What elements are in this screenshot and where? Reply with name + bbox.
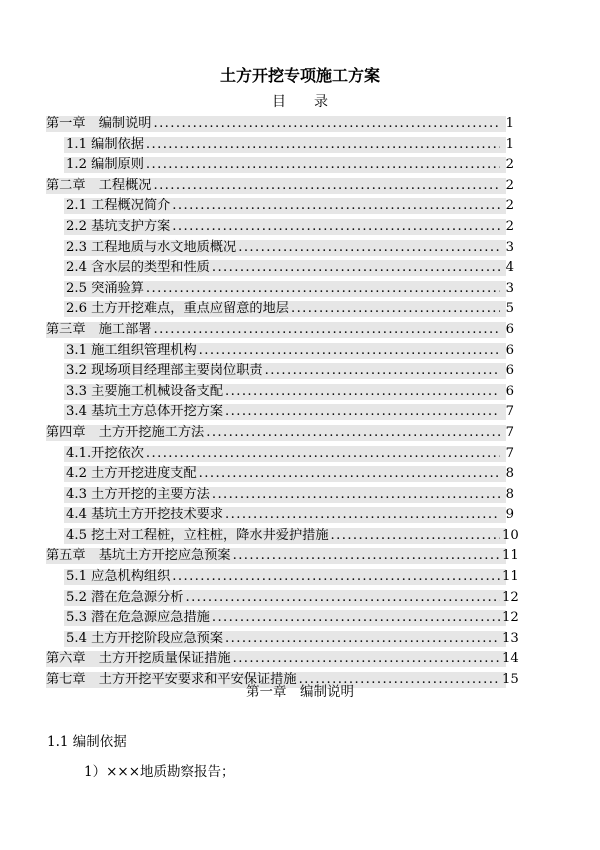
toc-dot-leader (146, 444, 500, 465)
toc-entry-page-number: 13 (502, 630, 519, 646)
toc-entry-content (46, 546, 519, 567)
toc-entry-page-number: 1 (505, 136, 514, 152)
toc-entry-content (46, 402, 514, 423)
toc-entry-label: 4.1.开挖依次 (66, 445, 144, 461)
toc-dot-leader (291, 299, 500, 320)
toc-entry-label: 2.1 工程概况简介 (66, 198, 171, 214)
toc-entry-label: 第一章 编制说明 (46, 116, 152, 131)
toc-entry-content (46, 238, 514, 259)
toc-entry-label: 4.3 土方开挖的主要方法 (66, 486, 210, 502)
toc-entry-label: 5.1 应急机构组织 (66, 569, 171, 585)
toc-entry-page-number: 2 (505, 198, 514, 214)
toc-entry-content (46, 444, 514, 465)
toc-dot-leader (265, 361, 500, 382)
toc-entry-page-number: 10 (502, 527, 519, 543)
toc-entry-content (46, 649, 519, 670)
toc-entry-content (46, 196, 514, 217)
toc-entry-label: 2.5 突涌验算 (66, 280, 144, 296)
toc-entry-page-number: 4 (505, 260, 514, 276)
toc-entry-content (46, 526, 519, 547)
toc-dot-leader (212, 485, 500, 506)
toc-dot-leader (212, 258, 500, 279)
toc-entry-label: 第三章 施工部署 (46, 321, 152, 337)
toc-entry-label: 3.4 基坑土方总体开挖方案 (66, 404, 224, 420)
toc-entry-content (46, 217, 514, 238)
toc-heading: 目录 (272, 94, 356, 110)
toc-entry-label: 第六章 土方开挖质量保证措施 (46, 651, 231, 667)
toc-entry-label: 4.4 基坑土方开挖技术要求 (66, 507, 224, 523)
toc-entry-label: 2.6 土方开挖难点，重点应留意的地层 (66, 301, 289, 317)
toc-entry[interactable] (46, 402, 514, 423)
toc-dot-leader (199, 341, 500, 362)
toc-entry-page-number: 8 (505, 466, 514, 482)
document-title: 土方开挖专项施工方案 (219, 66, 380, 85)
toc-entry-content (46, 629, 519, 650)
toc-entry-content (46, 505, 514, 526)
toc-entry-page-number: 6 (505, 342, 514, 358)
toc-entry[interactable] (46, 464, 514, 485)
toc-entry[interactable] (46, 341, 514, 362)
toc-entry-content (46, 341, 514, 362)
toc-entry-content (46, 114, 514, 135)
toc-entry[interactable] (46, 629, 519, 650)
toc-dot-leader (225, 629, 500, 650)
section-heading: 1.1 编制依据 (47, 734, 127, 750)
toc-entry-page-number: 11 (502, 569, 519, 585)
toc-entry-content (46, 299, 514, 320)
toc-entry-content (46, 279, 514, 300)
toc-entry-content (46, 320, 514, 341)
toc-entry-label: 3.3 主要施工机械设备支配 (66, 383, 224, 399)
toc-entry[interactable] (46, 361, 514, 382)
toc-dot-leader (238, 238, 500, 259)
toc-dot-leader (154, 176, 501, 197)
toc-entry[interactable] (46, 608, 519, 629)
toc-entry-page-number: 11 (502, 548, 519, 564)
toc-entry-page-number: 7 (505, 445, 514, 461)
toc-entry-label: 1.1 编制依据 (66, 136, 144, 152)
toc-entry-page-number: 7 (505, 404, 514, 420)
toc-entry[interactable] (46, 135, 514, 156)
toc-entry[interactable] (46, 588, 519, 609)
toc-dot-leader (225, 505, 500, 526)
toc-entry-label: 2.2 基坑支护方案 (66, 218, 171, 234)
toc-dot-leader (212, 608, 500, 629)
toc-entry-content (46, 155, 514, 176)
toc-dot-leader (299, 670, 500, 691)
toc-entry-page-number: 9 (505, 507, 514, 523)
toc-entry-content (46, 485, 514, 506)
toc-entry-label: 第五章 基坑土方开挖应急预案 (46, 548, 231, 564)
toc-entry[interactable] (46, 217, 514, 238)
toc-entry-page-number: 8 (505, 486, 514, 502)
toc-entry-label: 2.4 含水层的类型和性质 (66, 260, 210, 276)
toc-entry-page-number: 5 (505, 301, 514, 317)
toc-entry[interactable] (46, 299, 514, 320)
toc-entry[interactable] (46, 546, 519, 567)
toc-entry-page-number: 1 (505, 116, 514, 131)
toc-entry[interactable] (46, 382, 514, 403)
toc-entry-label: 1.2 编制原则 (66, 157, 144, 173)
toc-dot-leader (199, 464, 500, 485)
toc-entry-content (46, 176, 514, 197)
toc-entry-label: 第四章 土方开挖施工方法 (46, 424, 205, 440)
toc-entry-page-number: 3 (505, 280, 514, 296)
table-of-contents (46, 114, 519, 691)
toc-entry-page-number: 3 (505, 239, 514, 255)
toc-dot-leader (233, 546, 500, 567)
toc-entry[interactable] (46, 258, 514, 279)
toc-entry-page-number: 7 (505, 424, 514, 440)
toc-entry-content (46, 588, 519, 609)
body-text-line: 1）×××地质勘察报告； (84, 764, 235, 780)
toc-entry-content (46, 382, 514, 403)
toc-entry[interactable] (46, 320, 514, 341)
toc-entry-page-number: 12 (502, 589, 519, 605)
toc-entry[interactable] (46, 238, 514, 259)
toc-dot-leader (146, 155, 500, 176)
chapter-heading: 第一章 编制说明 (246, 684, 354, 700)
toc-entry-page-number: 14 (502, 651, 519, 667)
toc-entry-page-number: 2 (505, 157, 514, 173)
toc-entry[interactable] (46, 114, 514, 135)
toc-dot-leader (146, 279, 500, 300)
toc-entry[interactable] (46, 196, 514, 217)
toc-entry[interactable] (46, 670, 519, 691)
toc-entry-page-number: 6 (505, 363, 514, 379)
toc-entry-content (46, 608, 519, 629)
toc-dot-leader (154, 320, 501, 341)
toc-entry[interactable] (46, 526, 519, 547)
toc-entry-label: 5.2 潜在危急源分析 (66, 589, 184, 605)
toc-entry-content (46, 567, 519, 588)
toc-entry-content (46, 423, 514, 444)
toc-entry-label: 第二章 工程概况 (46, 177, 152, 193)
toc-entry-label: 5.3 潜在危急源应急措施 (66, 610, 210, 626)
toc-dot-leader (154, 114, 501, 135)
toc-entry-content (46, 464, 514, 485)
toc-dot-leader (206, 423, 500, 444)
toc-entry-page-number: 2 (505, 218, 514, 234)
toc-entry-label: 4.5 挖土对工程桩，立柱桩，降水井爱护措施 (66, 527, 329, 543)
toc-entry[interactable] (46, 279, 514, 300)
toc-dot-leader (146, 135, 500, 156)
toc-entry-page-number: 12 (502, 610, 519, 626)
toc-dot-leader (331, 526, 500, 547)
toc-entry[interactable] (46, 423, 514, 444)
toc-entry-content (46, 258, 514, 279)
toc-entry-content (46, 135, 514, 156)
toc-entry[interactable] (46, 176, 514, 197)
toc-entry-label: 4.2 土方开挖进度支配 (66, 466, 197, 482)
toc-entry-label: 3.1 施工组织管理机构 (66, 342, 197, 358)
toc-dot-leader (225, 382, 500, 403)
toc-dot-leader (185, 588, 500, 609)
toc-entry[interactable] (46, 155, 514, 176)
toc-entry-page-number: 2 (505, 177, 514, 193)
toc-dot-leader (172, 217, 500, 238)
toc-entry-label: 2.3 工程地质与水文地质概况 (66, 239, 237, 255)
toc-entry-page-number: 15 (502, 672, 519, 688)
toc-entry-content (46, 361, 514, 382)
toc-entry[interactable] (46, 567, 519, 588)
toc-entry-label: 3.2 现场项目经理部主要岗位职责 (66, 363, 263, 379)
toc-dot-leader (225, 402, 500, 423)
toc-dot-leader (172, 567, 500, 588)
toc-entry[interactable] (46, 444, 514, 465)
toc-entry-page-number: 6 (505, 321, 514, 337)
toc-entry-label: 第七章 土方开挖平安要求和平安保证措施 (46, 672, 297, 688)
toc-dot-leader (172, 196, 500, 217)
toc-entry[interactable] (46, 649, 519, 670)
toc-entry-page-number: 6 (505, 383, 514, 399)
toc-dot-leader (233, 649, 500, 670)
toc-entry[interactable] (46, 485, 514, 506)
toc-entry-label: 5.4 土方开挖阶段应急预案 (66, 630, 224, 646)
toc-entry-content (46, 670, 519, 691)
toc-entry[interactable] (46, 505, 514, 526)
